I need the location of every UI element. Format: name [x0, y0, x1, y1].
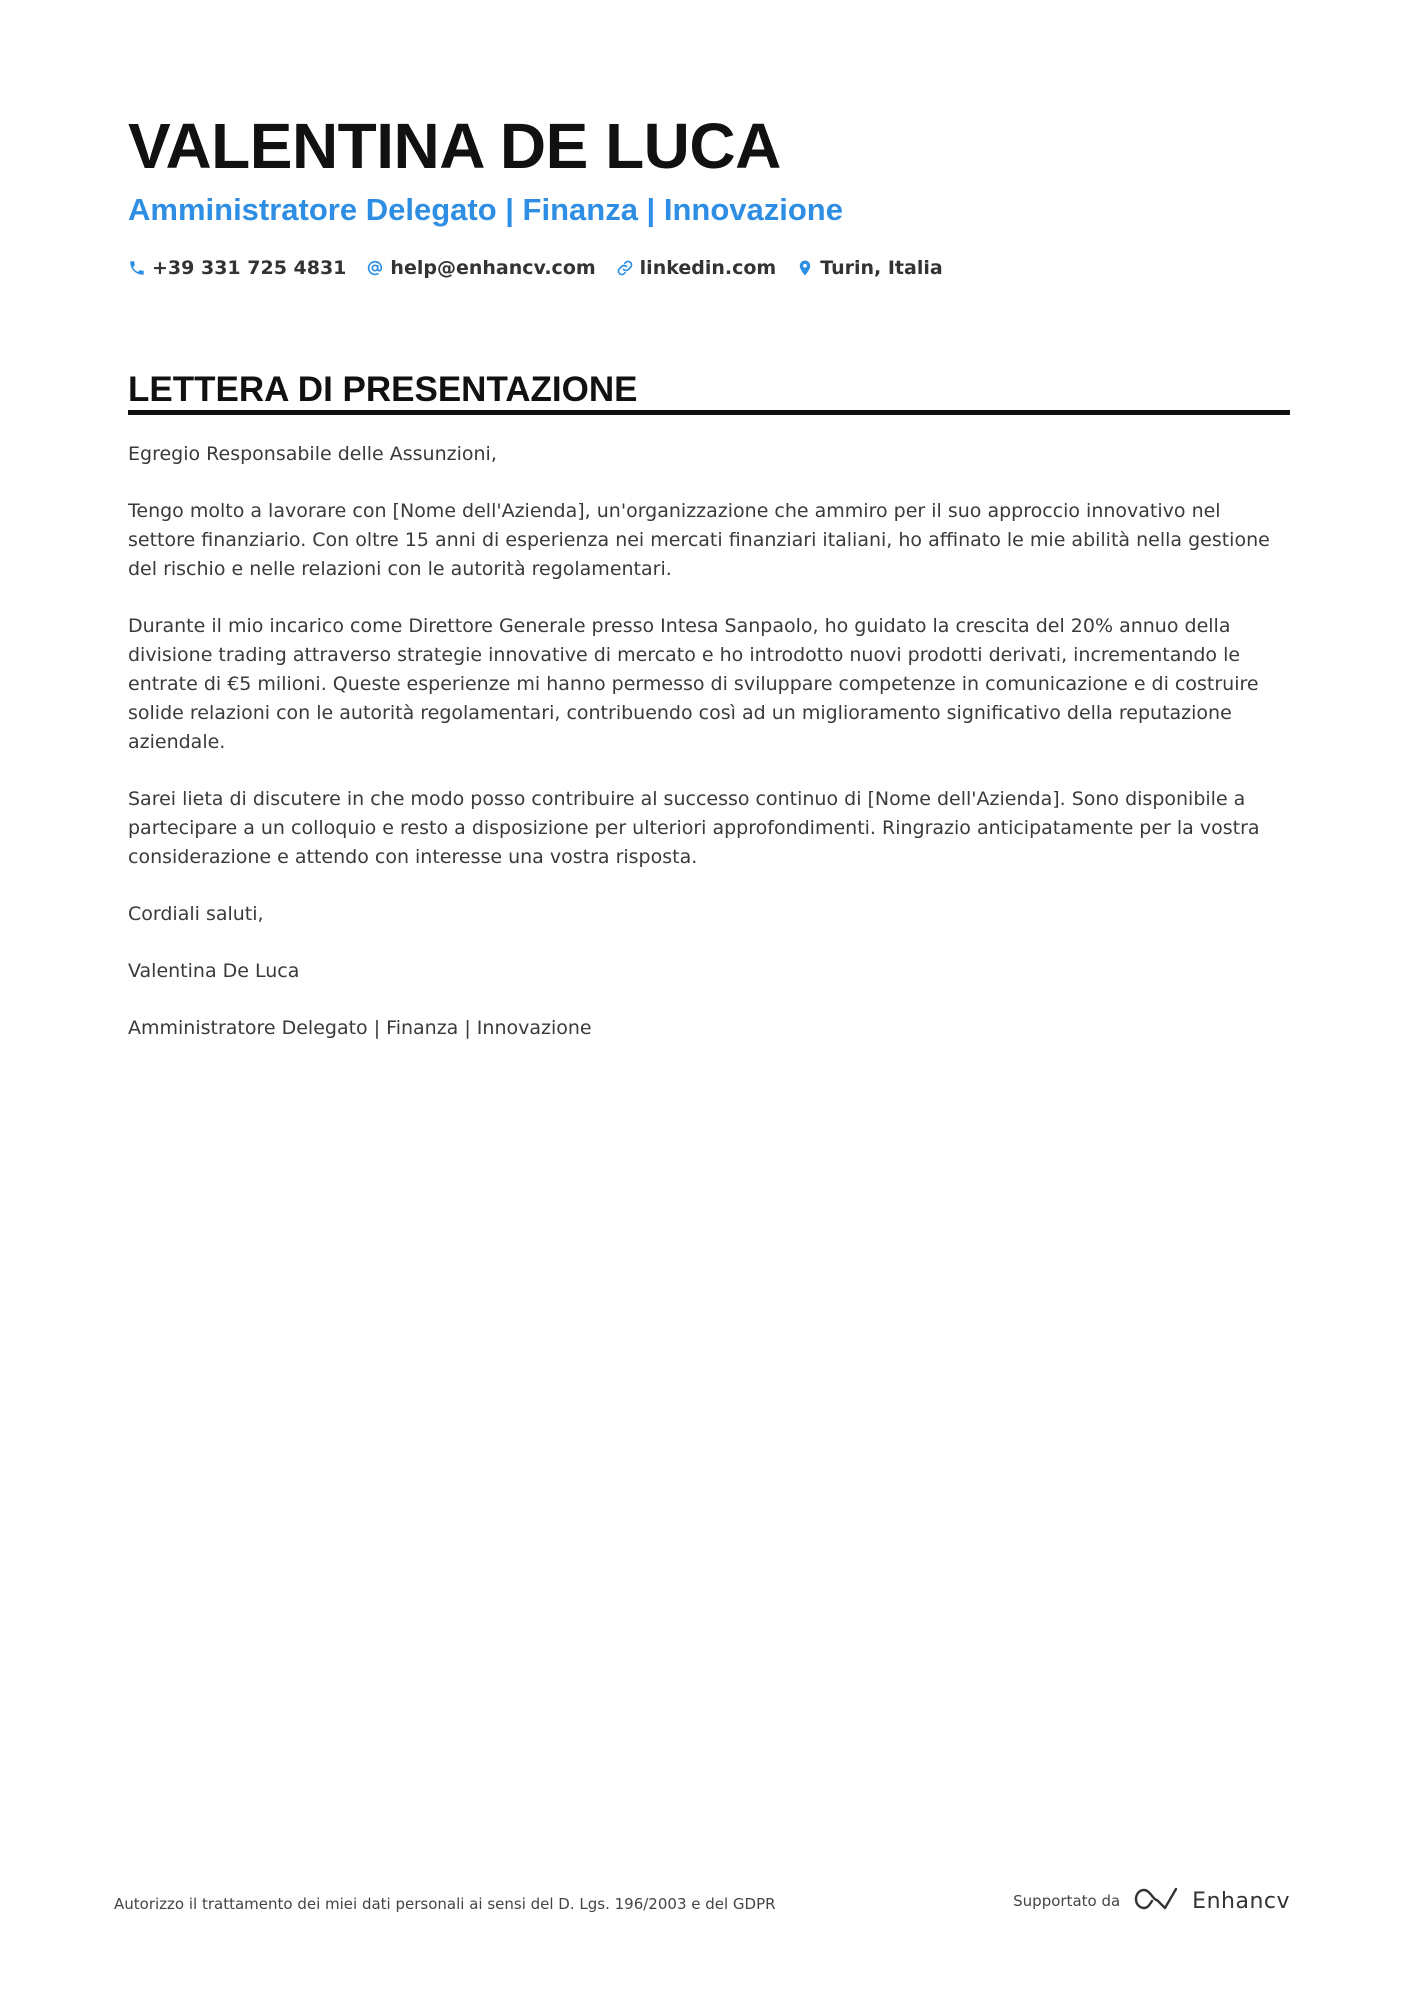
at-icon: [366, 259, 384, 277]
contact-bar: [128, 252, 943, 284]
letter-greeting: Egregio Responsabile delle Assunzioni,: [128, 443, 497, 465]
contact-phone[interactable]: [128, 257, 346, 279]
candidate-name: VALENTINA DE LUCA: [128, 110, 781, 182]
contact-location-text: Turin, Italia: [820, 257, 943, 279]
location-pin-icon: [796, 259, 814, 277]
signature-name: Valentina De Luca: [128, 960, 300, 982]
contact-linkedin[interactable]: [616, 257, 777, 279]
candidate-headline: Amministratore Delegato | Finanza | Innovazione: [128, 192, 843, 227]
letter-paragraph: Tengo molto a lavorare con [Nome dell'Azienda], un'organizzazione che ammiro per il suo approccio innovativo nel settore finanziario. Con oltre 15 anni di esperienza nei mercati finanziari italiani, ho affinato le mie abilità nella gestione del rischio e nelle relazioni con le autorità regolamentari.: [128, 500, 1270, 580]
signature-title: Amministratore Delegato | Finanza | Innovazione: [128, 1017, 592, 1039]
contact-location: [796, 257, 942, 279]
letter-closing: Cordiali saluti,: [128, 903, 264, 925]
link-icon: [616, 259, 634, 277]
section-divider: [128, 410, 1290, 415]
letter-paragraph: Durante il mio incarico come Direttore Generale presso Intesa Sanpaolo, ho guidato la crescita del 20% annuo della divisione trading attraverso strategie innovative di mercato e ho introdotto nuovi prodotti derivati, incrementando le entrate di €5 milioni. Queste esperienze mi hanno permesso di sviluppare competenze in comunicazione e di costruire solide relazioni con le autorità regolamentari, contribuendo così ad un miglioramento significativo della reputazione aziendale.: [128, 615, 1259, 753]
phone-icon: [128, 259, 146, 277]
privacy-consent: Autorizzo il trattamento dei miei dati personali ai sensi del D. Lgs. 196/2003 e del GDPR: [114, 1895, 776, 1913]
powered-by[interactable]: [1013, 1885, 1290, 1917]
contact-phone-text: +39 331 725 4831: [152, 257, 347, 279]
enhancv-logo-icon: [1132, 1884, 1180, 1918]
brand-name: Enhancv: [1192, 1888, 1290, 1914]
contact-email[interactable]: [366, 257, 595, 279]
contact-linkedin-text: linkedin.com: [639, 257, 777, 279]
letter-paragraph: Sarei lieta di discutere in che modo posso contribuire al successo continuo di [Nome dell'Azienda]. Sono disponibile a partecipare a un colloquio e resto a disposizione per ulteriori approfondimenti. Ringrazio anticipatamente per la vostra considerazione e attendo con interesse una vostra risposta.: [128, 788, 1260, 868]
powered-by-label: Supportato da: [1013, 1892, 1121, 1910]
section-title: LETTERA DI PRESENTAZIONE: [128, 370, 638, 409]
contact-email-text: help@enhancv.com: [390, 257, 596, 279]
letter-body: [128, 440, 1290, 1071]
